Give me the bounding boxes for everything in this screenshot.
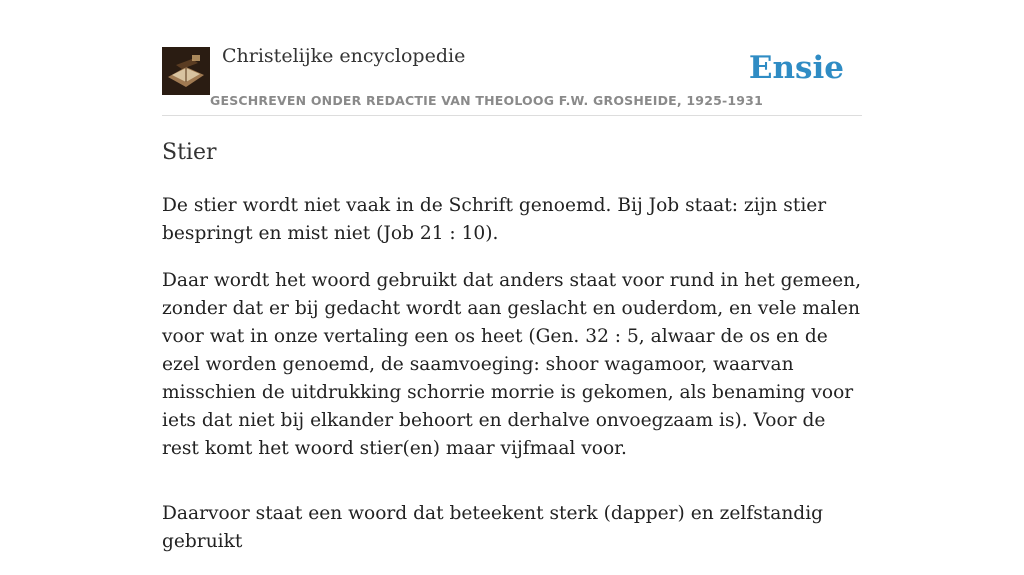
book-photo-icon[interactable] — [162, 47, 210, 95]
article-body — [162, 192, 862, 575]
page-title: Stier — [162, 140, 217, 165]
site-header — [162, 0, 862, 116]
site-subtitle: GESCHREVEN ONDER REDACTIE VAN THEOLOOG F.W. GROSHEIDE, 1925-1931 — [210, 93, 763, 108]
site-title[interactable]: Christelijke encyclopedie — [222, 45, 466, 67]
page — [162, 0, 862, 552]
brand-logo[interactable]: Ensie — [748, 50, 844, 86]
paragraph: De stier wordt niet vaak in de Schrift genoemd. Bij Job staat: zijn stier bespringt en mist niet (Job 21 : 10). — [162, 195, 827, 244]
paragraph: Daarvoor staat een woord dat beteekent sterk (dapper) en zelfstandig gebruikt — [162, 503, 824, 552]
paragraph: Daar wordt het woord gebruikt dat anders staat voor rund in het gemeen, zonder dat er bij gedacht wordt aan geslacht en ouderdom, en vele malen voor wat in onze vertaling een os heet (Gen. 32 : 5, alwaar de os en de ezel worden genoemd, de saamvoeging: shoor wagamoor, waarvan misschien de uitdrukking schorrie morrie is gekomen, als benaming voor iets dat niet bij elkander behoort en derhalve onvoegzaam is). Voor de rest komt het woord stier(en) maar vijfmaal voor. — [162, 270, 862, 459]
